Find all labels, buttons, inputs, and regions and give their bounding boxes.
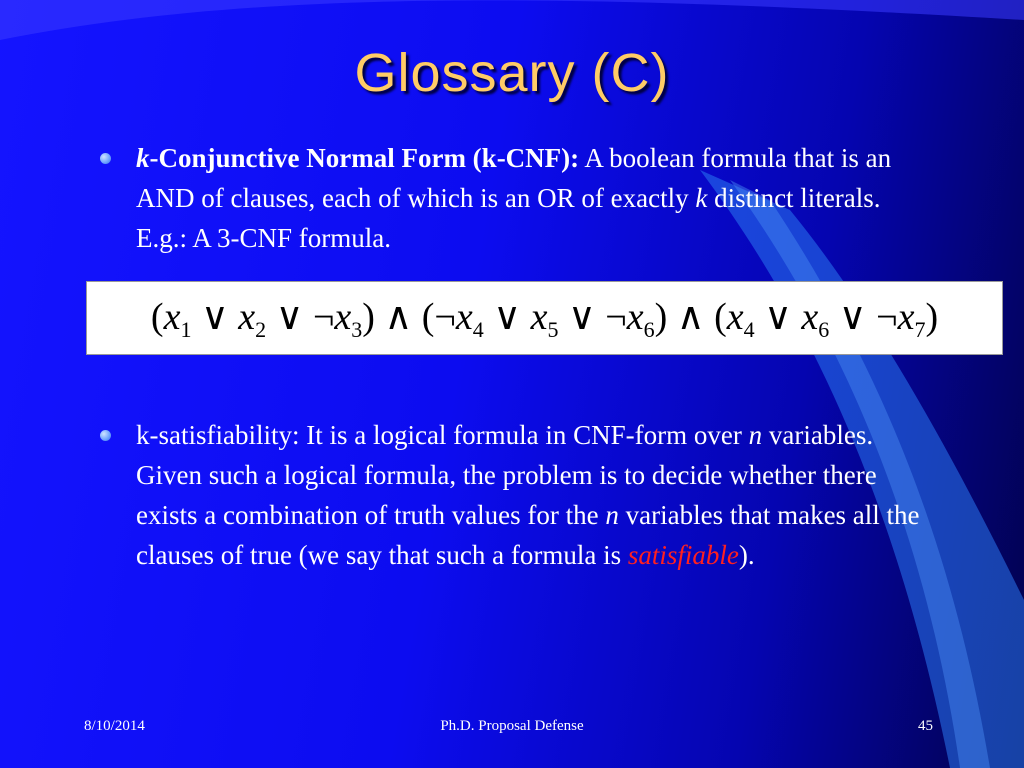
variable-n: n (605, 500, 619, 530)
or-operator: ∨ (191, 295, 239, 338)
or-operator: ∨ (829, 295, 877, 338)
or-operator: ∨ (754, 295, 802, 338)
definition-text: A boolean formula that is an AND of clauses, each of which is an OR of exactly (136, 143, 892, 213)
literal (163, 295, 192, 342)
literal (434, 295, 484, 342)
and-operator: ∧ (667, 295, 715, 338)
variable: x (238, 295, 256, 338)
footer-date: 8/10/2014 (84, 718, 145, 734)
paren-close: ) (362, 295, 375, 338)
variable: x (530, 295, 548, 338)
bullet-kcnf-text (136, 138, 920, 258)
satisfiable-term: satisfiable (627, 540, 739, 570)
variable: x (626, 295, 644, 338)
subscript: 4 (743, 316, 755, 342)
variable: x (801, 295, 819, 338)
subscript: 1 (180, 316, 192, 342)
paren-close: ) (925, 295, 939, 338)
subscript: 3 (351, 316, 363, 342)
or-operator: ∨ (483, 295, 531, 338)
definition-text-end: distinct literals. E.g.: A 3-CNF formula. (136, 183, 881, 253)
subscript: 2 (255, 316, 267, 342)
literal (605, 295, 655, 342)
subscript: 6 (818, 316, 830, 342)
term-k: k (136, 143, 150, 173)
variable: x (455, 295, 473, 338)
variable: x (897, 295, 915, 338)
ksat-text-1: k-satisfiability: It is a logical formula in CNF-form over (136, 420, 749, 450)
bullet-ksat-text (136, 415, 920, 575)
cnf-formula (151, 294, 938, 343)
bullet-ksat (100, 415, 920, 575)
variable: x (726, 295, 744, 338)
bullet-icon (100, 153, 111, 164)
not-operator: ¬ (312, 295, 335, 338)
subscript: 6 (643, 316, 655, 342)
variable-k: k (695, 183, 708, 213)
literal (726, 295, 755, 342)
not-operator: ¬ (434, 295, 456, 338)
paren-open: ( (714, 295, 727, 338)
variable: x (163, 295, 181, 338)
and-operator: ∧ (374, 295, 422, 338)
or-operator: ∨ (266, 295, 313, 338)
ksat-text-3: variables that makes all the clauses of true (we say that such a formula is (136, 500, 920, 570)
paren-open: ( (150, 295, 164, 338)
formula-box (86, 281, 1003, 355)
subscript: 4 (472, 316, 484, 342)
literal (530, 295, 559, 342)
literal (238, 295, 267, 342)
not-operator: ¬ (605, 295, 627, 338)
term-kcnf: -Conjunctive Normal Form (k-CNF): (149, 143, 580, 173)
variable: x (334, 295, 352, 338)
literal (801, 295, 830, 342)
ksat-text-2: variables. Given such a logical formula, the problem is to decide whether there exists a combination of truth values for the (136, 420, 877, 530)
paren-open: ( (421, 295, 435, 338)
bullet-kcnf (100, 138, 920, 258)
paren-close: ) (654, 295, 668, 338)
subscript: 7 (914, 316, 926, 342)
literal (876, 295, 926, 342)
ksat-text-4: ). (738, 540, 755, 570)
bullet-icon (100, 430, 111, 441)
literal (312, 295, 363, 342)
or-operator: ∨ (558, 295, 606, 338)
subscript: 5 (547, 316, 559, 342)
not-operator: ¬ (876, 295, 898, 338)
footer-title: Ph.D. Proposal Defense (440, 718, 584, 734)
slide-title: Glossary (C) (354, 43, 670, 103)
footer-page-number: 45 (918, 718, 933, 734)
variable-n: n (748, 420, 763, 450)
